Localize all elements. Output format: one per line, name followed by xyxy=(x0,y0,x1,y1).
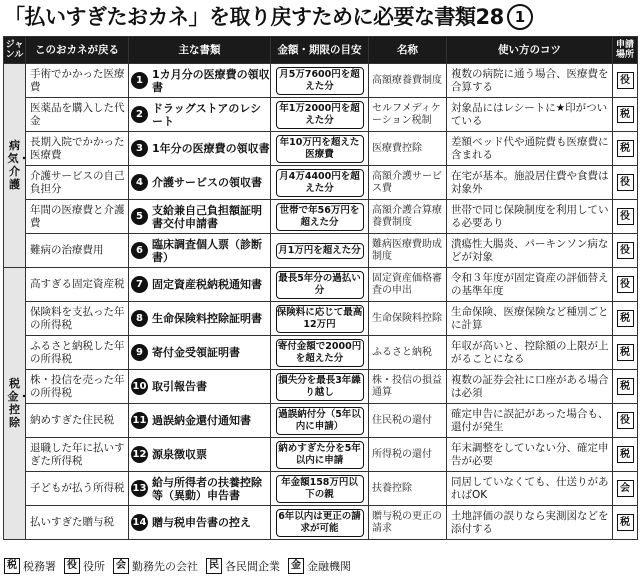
table-row xyxy=(4,98,638,132)
document-number-badge: 7 xyxy=(131,276,148,293)
system-name-cell: 贈与税の更正の請求 xyxy=(369,506,447,540)
tip-cell: 複数の病院に通う場合、医療費を合算する xyxy=(447,64,613,98)
place-cell xyxy=(613,438,638,472)
tip-cell: 確定申告に誤記があった場合も、還付が発生 xyxy=(447,404,613,438)
document-cell xyxy=(129,166,271,200)
system-name-cell: 扶養控除 xyxy=(369,472,447,506)
place-badge: 税 xyxy=(617,310,634,327)
returned-money-cell: 子どもが払う所得税 xyxy=(26,472,129,506)
limit-cell xyxy=(271,404,369,438)
system-name-cell: 高額療養費制度 xyxy=(369,64,447,98)
place-badge: 役 xyxy=(617,242,634,259)
place-badge: 税 xyxy=(617,106,634,123)
legend-badge: 役 xyxy=(64,558,80,574)
document-name: 支給兼自己負担額証明書交付申請書 xyxy=(152,203,262,230)
table-body xyxy=(4,64,638,540)
header-genre: ジャンル xyxy=(4,37,26,64)
place-badge: 役 xyxy=(617,72,634,89)
limit-cell xyxy=(271,302,369,336)
table-row xyxy=(4,200,638,234)
table-row xyxy=(4,336,638,370)
place-cell xyxy=(613,268,638,302)
place-badge: 税 xyxy=(617,378,634,395)
limit-cell xyxy=(271,472,369,506)
table-row xyxy=(4,132,638,166)
place-cell xyxy=(613,64,638,98)
returned-money-cell: 年間の医療費と介護費 xyxy=(26,200,129,234)
place-badge: 税 xyxy=(617,514,634,531)
system-name-cell: 高額介護サービス費 xyxy=(369,166,447,200)
returned-money-cell: 保険料を支払った年の所得税 xyxy=(26,302,129,336)
limit-box: 月1万円を超えた分 xyxy=(276,243,364,259)
returned-money-cell: 医薬品を購入した代金 xyxy=(26,98,129,132)
document-number-badge: 4 xyxy=(131,174,148,191)
document-number-badge: 10 xyxy=(131,378,148,395)
system-name-cell: 生命保険料控除 xyxy=(369,302,447,336)
limit-box: 損失分を最長3年繰り越し xyxy=(276,373,364,401)
category-medical xyxy=(4,64,30,268)
legend-badge: 会 xyxy=(113,558,129,574)
place-badge: 役 xyxy=(617,412,634,429)
place-cell xyxy=(613,404,638,438)
limit-box: 年10万円を超えた医療費 xyxy=(276,135,364,163)
returned-money-cell: 長期入院でかかった医療費 xyxy=(26,132,129,166)
document-name: 1カ月分の医療費の領収書 xyxy=(152,67,270,94)
document-name: 介護サービスの領収書 xyxy=(152,176,262,189)
table-row xyxy=(4,234,638,268)
document-cell xyxy=(129,64,271,98)
document-number-badge: 14 xyxy=(131,514,148,531)
returned-money-cell: 介護サービスの自己負担分 xyxy=(26,166,129,200)
page-title xyxy=(4,2,636,32)
document-number-badge: 3 xyxy=(131,140,148,157)
document-name: 生命保険料控除証明書 xyxy=(152,312,262,325)
document-cell xyxy=(129,370,271,404)
document-cell xyxy=(129,336,271,370)
table-row xyxy=(4,268,638,302)
document-name: 贈与税申告書の控え xyxy=(152,516,251,529)
returned-money-cell: 納めすぎた住民税 xyxy=(26,404,129,438)
title-text: 「払いすぎたおカネ」を取り戻すために必要な書類28 xyxy=(4,5,504,29)
tip-cell: 同居していなくても、仕送りがあればOK xyxy=(447,472,613,506)
header-name: 名称 xyxy=(369,37,447,64)
document-name: 源泉徴収票 xyxy=(152,448,207,461)
document-cell xyxy=(129,302,271,336)
table-row xyxy=(4,64,638,98)
place-cell xyxy=(613,132,638,166)
document-cell xyxy=(129,506,271,540)
tip-cell: 生命保険、医療保険など種別ごとに計算 xyxy=(447,302,613,336)
legend-label: 役所 xyxy=(83,560,105,573)
document-name: 過誤納金還付通知書 xyxy=(152,414,251,427)
system-name-cell: セルフメディケーション税制 xyxy=(369,98,447,132)
legend xyxy=(4,556,636,576)
legend-badge: 税 xyxy=(4,558,20,574)
legend-item xyxy=(206,558,280,574)
tip-cell: 年収が高いと、控除額の上限が上がることになる xyxy=(447,336,613,370)
place-cell xyxy=(613,370,638,404)
system-name-cell: 高額介護合算療養費制度 xyxy=(369,200,447,234)
document-number-badge: 8 xyxy=(131,310,148,327)
header-row xyxy=(4,37,638,64)
limit-cell xyxy=(271,166,369,200)
limit-cell xyxy=(271,336,369,370)
returned-money-cell: 高すぎる固定資産税 xyxy=(26,268,129,302)
legend-label: 税務署 xyxy=(23,560,56,573)
document-number-badge: 9 xyxy=(131,344,148,361)
legend-item xyxy=(4,558,56,574)
legend-label: 各民間企業 xyxy=(225,560,280,573)
limit-box: 月5万7600円を超えた分 xyxy=(276,67,364,95)
returned-money-cell: ふるさと納税した年の所得税 xyxy=(26,336,129,370)
limit-box: 月4万4400円を超えた分 xyxy=(276,169,364,197)
place-cell xyxy=(613,98,638,132)
place-cell xyxy=(613,506,638,540)
table-row xyxy=(4,166,638,200)
header-limit: 金額・期限の目安 xyxy=(271,37,369,64)
system-name-cell: ふるさと納税 xyxy=(369,336,447,370)
legend-item xyxy=(288,558,351,574)
returned-money-cell: 払いすぎた贈与税 xyxy=(26,506,129,540)
tip-cell: 令和３年度が固定資産の評価替えの基準年度 xyxy=(447,268,613,302)
table-row xyxy=(4,302,638,336)
place-badge: 役 xyxy=(617,208,634,225)
table-row xyxy=(4,370,638,404)
system-name-cell: 難病医療費助成制度 xyxy=(369,234,447,268)
place-cell xyxy=(613,472,638,506)
limit-box: 寄付金額で2000円を超えた分 xyxy=(276,339,364,367)
system-name-cell: 住民税の還付 xyxy=(369,404,447,438)
limit-cell xyxy=(271,132,369,166)
limit-box: 納めすぎた分を5年以内に申請 xyxy=(276,441,364,469)
documents-table xyxy=(3,36,638,540)
limit-box: 世帯で年56万円を超えた分 xyxy=(276,203,364,231)
table-row xyxy=(4,404,638,438)
limit-cell xyxy=(271,268,369,302)
document-name: 取引報告書 xyxy=(152,380,207,393)
document-number-badge: 5 xyxy=(131,208,148,225)
header-doc: 主な書類 xyxy=(129,37,271,64)
limit-cell xyxy=(271,98,369,132)
tip-cell: 年末調整をしていない分、確定申告が必要 xyxy=(447,438,613,472)
place-cell xyxy=(613,234,638,268)
tip-cell: 世帯で同じ保険制度を利用している必要あり xyxy=(447,200,613,234)
document-cell xyxy=(129,438,271,472)
document-number-badge: 1 xyxy=(131,72,148,89)
document-name: ドラッグストアのレシート xyxy=(152,101,262,128)
document-name: 1年分の医療費の領収書 xyxy=(152,142,270,155)
system-name-cell: 所得税の還付 xyxy=(369,438,447,472)
limit-cell xyxy=(271,200,369,234)
legend-item xyxy=(113,558,198,574)
tip-cell: 差額ベッド代や通院費も医療費に含まれる xyxy=(447,132,613,166)
returned-money-cell: 手術でかかった医療費 xyxy=(26,64,129,98)
limit-cell xyxy=(271,438,369,472)
document-number-badge: 11 xyxy=(131,412,148,429)
category-label: 病気・介護 xyxy=(7,139,30,192)
limit-cell xyxy=(271,64,369,98)
document-cell xyxy=(129,200,271,234)
legend-label: 金融機関 xyxy=(307,560,351,573)
limit-box: 保険料に応じて最高12万円 xyxy=(276,305,364,333)
tip-cell: 対象品にはレシートに★印がついている xyxy=(447,98,613,132)
document-number-badge: 2 xyxy=(131,106,148,123)
document-cell xyxy=(129,472,271,506)
returned-money-cell: 退職した年に払いすぎた所得税 xyxy=(26,438,129,472)
document-number-badge: 12 xyxy=(131,446,148,463)
legend-item xyxy=(64,558,105,574)
document-name: 寄付金受領証明書 xyxy=(152,346,240,359)
system-name-cell: 固定資産価格審査の申出 xyxy=(369,268,447,302)
document-cell xyxy=(129,98,271,132)
place-cell xyxy=(613,302,638,336)
place-badge: 税 xyxy=(617,344,634,361)
limit-cell xyxy=(271,234,369,268)
table-row xyxy=(4,438,638,472)
document-cell xyxy=(129,404,271,438)
document-name: 給与所得者の扶養控除等（異動）申告書 xyxy=(152,475,262,502)
table-row xyxy=(4,472,638,506)
tip-cell: 在宅が基本。施設居住費や食費は対象外 xyxy=(447,166,613,200)
limit-box: 過誤納付分（5年以内に申請） xyxy=(276,407,364,435)
document-number-badge: 13 xyxy=(131,480,148,497)
limit-cell xyxy=(271,370,369,404)
limit-box: 年金額158万円以下の親 xyxy=(276,475,364,503)
place-badge: 役 xyxy=(617,276,634,293)
limit-box: 年1万2000円を超えた分 xyxy=(276,101,364,129)
returned-money-cell: 株・投信を売った年の所得税 xyxy=(26,370,129,404)
returned-money-cell: 難病の治療費用 xyxy=(26,234,129,268)
header-item: このおカネが戻る xyxy=(26,37,129,64)
place-badge: 税 xyxy=(617,446,634,463)
document-cell xyxy=(129,234,271,268)
limit-cell xyxy=(271,506,369,540)
place-cell xyxy=(613,336,638,370)
place-badge: 会 xyxy=(617,480,634,497)
place-cell xyxy=(613,200,638,234)
category-label: 税金・控除 xyxy=(7,377,30,430)
document-number-badge: 6 xyxy=(131,242,148,259)
limit-box: 6年以内は更正の請求が可能 xyxy=(276,509,364,537)
place-badge: 税 xyxy=(617,140,634,157)
document-cell xyxy=(129,132,271,166)
tip-cell: 複数の証券会社に口座がある場合は必須 xyxy=(447,370,613,404)
tip-cell: 潰瘍性大腸炎、パーキンソン病などが対象 xyxy=(447,234,613,268)
legend-label: 勤務先の会社 xyxy=(132,560,198,573)
legend-badge: 金 xyxy=(288,558,304,574)
limit-box: 最長5年分の過払い分 xyxy=(276,271,364,299)
title-number-badge: 1 xyxy=(507,4,533,30)
table-row xyxy=(4,506,638,540)
document-name: 固定資産税納税通知書 xyxy=(152,278,262,291)
document-name: 臨床調査個人票（診断書） xyxy=(152,237,262,264)
header-tip: 使い方のコツ xyxy=(447,37,613,64)
place-badge: 役 xyxy=(617,174,634,191)
system-name-cell: 株・投信の損益通算 xyxy=(369,370,447,404)
system-name-cell: 医療費控除 xyxy=(369,132,447,166)
tip-cell: 土地評価の誤りなら実測図などを添付する xyxy=(447,506,613,540)
legend-badge: 民 xyxy=(206,558,222,574)
header-place: 申請場所 xyxy=(613,37,638,64)
place-cell xyxy=(613,166,638,200)
document-cell xyxy=(129,268,271,302)
category-tax xyxy=(4,268,30,540)
